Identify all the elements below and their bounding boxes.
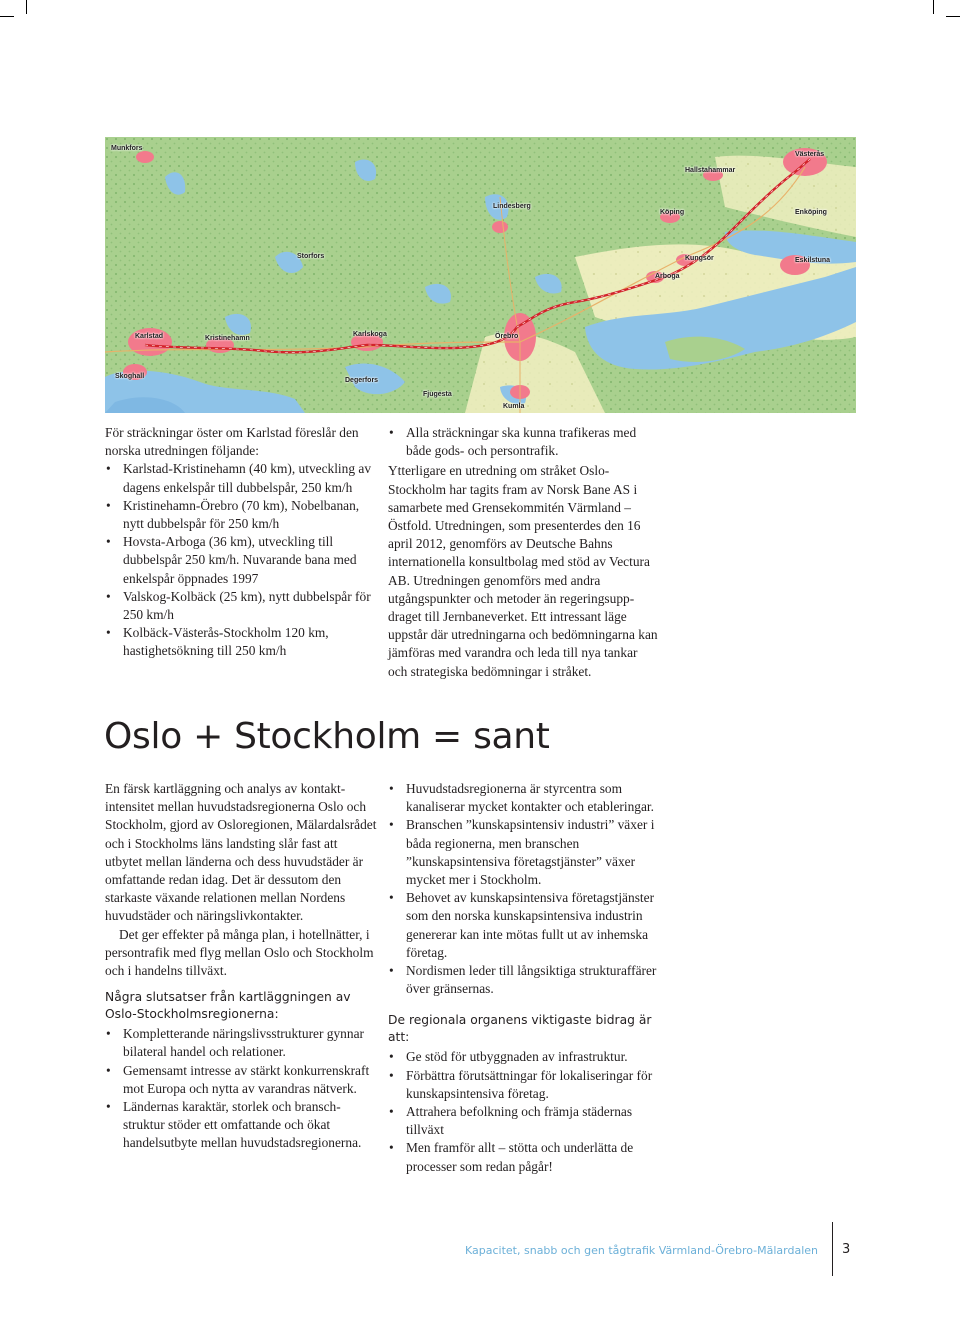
- footer-title: Kapacitet, snabb och gen tågtrafik Värmland-Örebro-Mälardalen: [465, 1244, 818, 1257]
- crop-mark-top-left-horizontal: [0, 16, 14, 17]
- map-label-karlstad: Karlstad: [135, 333, 164, 340]
- route-item: • Kristinehamn-Örebro (70 km), Nobelbanan, nytt dubbelspår för 250 km/h: [105, 497, 377, 533]
- conclusion-item: • Kompletterande näringslivsstrukturer gynnar bilateral handel och relationer.: [105, 1025, 377, 1061]
- footer-divider: [832, 1222, 833, 1276]
- route-item: • Kolbäck-Västerås-Stockholm 120 km, hastighetsökning till 250 km/h: [105, 624, 377, 660]
- map-label-lindesberg: Lindesberg: [493, 203, 531, 210]
- route-item: • Karlstad-Kristinehamn (40 km), utveckling av dagens enkelspår till dubbelspår, 250 km/h: [105, 460, 377, 496]
- map-label-hallstahammar: Hallstahammar: [685, 167, 736, 174]
- left-bottom-column: [105, 780, 377, 1153]
- right-bottom-column: [388, 780, 660, 1176]
- map-label-orebro: Örebro: [495, 333, 519, 340]
- contributions-list: [388, 1048, 660, 1175]
- crop-mark-top-right-horizontal: [946, 16, 960, 17]
- route-item: • Hovsta-Arboga (36 km), utveckling till dubbelspår 250 km/h. Nuvarande bana med enkelspår öppnades 1997: [105, 533, 377, 588]
- map-label-arboga: Arboga: [655, 273, 680, 280]
- map-label-kungsor: Kungsör: [685, 255, 714, 262]
- page-number: 3: [842, 1242, 851, 1257]
- map-graphic: [105, 137, 856, 413]
- route-intro: För sträckningar öster om Karlstad föreslår den norska utredningen följande:: [105, 425, 359, 459]
- map-label-skoghall: Skoghall: [115, 373, 145, 380]
- map-label-kristinehamn: Kristinehamn: [205, 335, 250, 342]
- traffic-list: [388, 424, 660, 460]
- finding-item: • Behovet av kunskapsintensiva företagstjänster som den norska kunskapsintensiva industrin genererar kan inte mötas fullt ut av inhemska företag.: [388, 889, 660, 962]
- effects-paragraph: Det ger effekter på många plan, i hotellnätter, i persontrafik med flyg mellan Oslo och Stockholm och i handelns tillväxt.: [105, 926, 374, 979]
- traffic-item: • Alla sträckningar ska kunna trafikeras med både gods- och persontrafik.: [388, 424, 660, 460]
- contribution-item: • Förbättra förutsättningar för lokaliseringar för kunskapsintensiva företag.: [388, 1067, 660, 1103]
- conclusion-item: • Gemensamt intresse av stärkt konkurrenskraft mot Europa och nytta av varandras nätverk.: [105, 1062, 377, 1098]
- conclusions-subheading: Några slutsatser från kartläggningen av Oslo-Stockholmsregionerna:: [105, 990, 351, 1022]
- finding-item: • Huvudstadsregionerna är styrcentra som kanaliserar mycket kontakter och etableringar.: [388, 780, 660, 816]
- route-list: [105, 460, 377, 660]
- map-label-storfors: Storfors: [297, 253, 325, 260]
- map-label-munkfors: Munkfors: [111, 145, 143, 152]
- contributions-subheading: De regionala organens viktigaste bidrag är att:: [388, 1013, 652, 1045]
- map-label-koping: Köping: [660, 209, 685, 216]
- findings-list: [388, 780, 660, 998]
- map-label-vasteras: Västerås: [795, 151, 825, 158]
- conclusions-list: [105, 1025, 377, 1152]
- route-map: [105, 137, 856, 413]
- section-heading: Oslo + Stockholm = sant: [104, 716, 550, 757]
- crop-mark-top-right-vertical: [933, 0, 934, 14]
- contribution-item: • Men framför allt – stötta och underlätta de processer som redan pågår!: [388, 1139, 660, 1175]
- map-label-enkoping: Enköping: [795, 209, 827, 216]
- route-item: • Valskog-Kolbäck (25 km), nytt dubbelspår för 250 km/h: [105, 588, 377, 624]
- conclusion-item: • Ländernas karaktär, storlek och branschstruktur stöder ett omfattande och ökat handelsutbyte mellan huvudstadsregionerna.: [105, 1098, 377, 1153]
- map-label-karlskoga: Karlskoga: [353, 331, 387, 338]
- contribution-item: • Ge stöd för utbyggnaden av infrastruktur.: [388, 1048, 660, 1066]
- left-top-column: [105, 424, 377, 661]
- right-top-column: [388, 424, 660, 681]
- finding-item: • Branschen ”kunskapsintensiv industri” växer i båda regionerna, men branschen ”kunskapsintensiva företagstjänster” växer mycket mer i Stockholm.: [388, 816, 660, 889]
- analysis-paragraph: En färsk kartläggning och analys av kontaktintensitet mellan huvudstadsregionerna Oslo och Stockholm, gjord av Osloregionen, Mälardalsrådet och i Stockholms läns landsting slår fast att utbytet mellan länderna och dess huvudstäder är omfattande redan idag. Det är dessutom den starkaste växande relationen mellan Nordens huvudstäder och näringslivkontakter.: [105, 781, 377, 924]
- study-paragraph: Ytterligare en utredning om stråket Oslo-Stockholm har tagits fram av Norsk Bane AS i samarbete med Grensekommitén Värmland – Östfold. Utredningen, som presenterdes den 16 april 2012, genomförs av Deutsche Bahns internationella konsultbolag med stöd av Vectura AB. Utredningen genomförs med andra utgångspunkter och metoder än regeringsuppdraget till Jernbaneverket. Ett intressant läge uppstår där utredningarna och bedömningarna kan jämföras med varandra och leda till nya tankar och strategiska bedömningar i stråket.: [388, 463, 658, 679]
- crop-mark-top-left-vertical: [26, 0, 27, 14]
- map-label-kumla: Kumla: [503, 403, 525, 410]
- map-label-fjugesta: Fjugesta: [423, 391, 452, 398]
- map-label-degerfors: Degerfors: [345, 377, 379, 384]
- map-label-eskilstuna: Eskilstuna: [795, 257, 831, 264]
- finding-item: • Nordismen leder till långsiktiga strukturaffärer över gränsernas.: [388, 962, 660, 998]
- contribution-item: • Attrahera befolkning och främja städernas tillväxt: [388, 1103, 660, 1139]
